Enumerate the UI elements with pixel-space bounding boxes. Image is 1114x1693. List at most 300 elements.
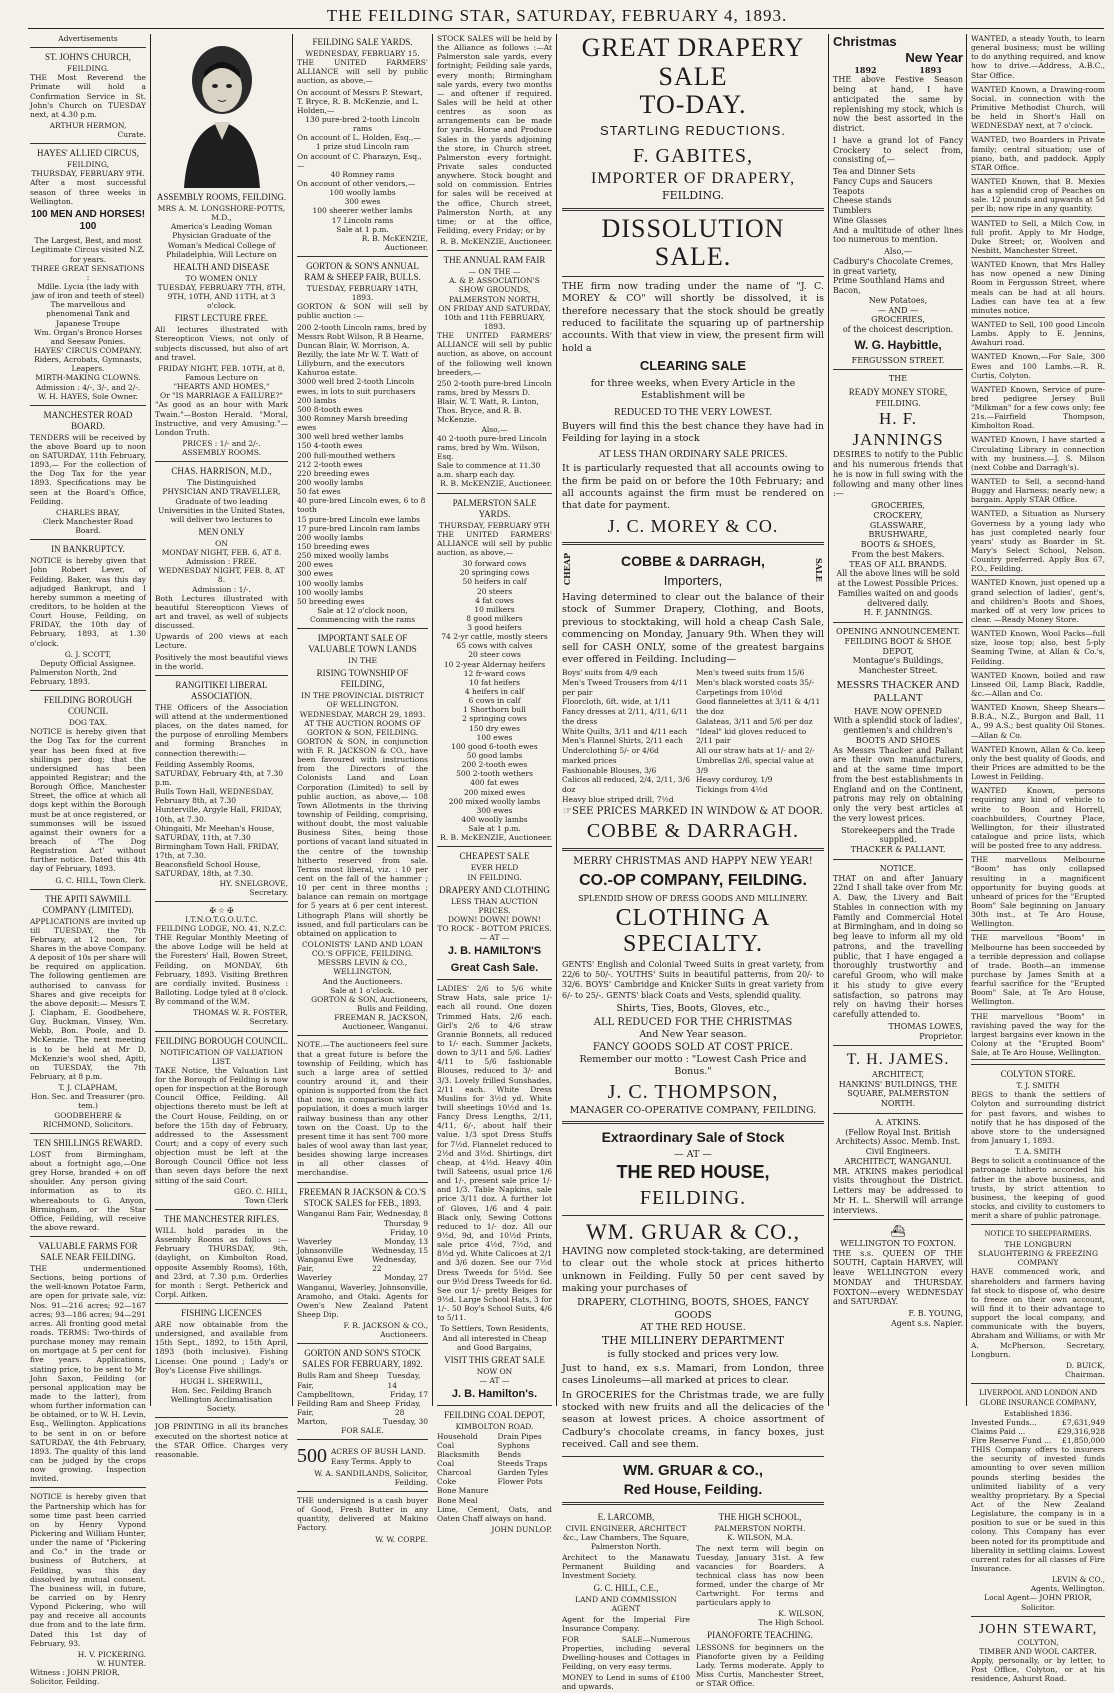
- ad-body: All lectures illustrated with Stereopticon Views, not only of subjects discussed, but also of art and travel.: [155, 325, 288, 362]
- wanted-ad: WANTED Known, Service of pure-bred pedigree Jersey Bull "Milkman" for a few cows only; fee 21s.—Fairfield Thompson, Kimbolton Road.: [971, 385, 1105, 434]
- xmas-years: [833, 66, 963, 76]
- list-item: Bone Meal: [437, 1495, 478, 1505]
- list-item: Men's black worsted coats 35/-: [696, 677, 815, 687]
- ad-name: MESSRS THACKER AND PALLANT: [836, 678, 960, 705]
- list-item: 20 steer cows: [468, 650, 521, 660]
- ad-title: THE MANCHESTER RIFLES.: [163, 1213, 280, 1224]
- list-item: 150 breeding ewes: [297, 541, 370, 551]
- list-item: 200 woolly lambs: [297, 477, 364, 487]
- ad-signature: THACKER & PALLANT.: [850, 845, 946, 855]
- ad-title: ASSEMBLY ROOMS, FEILDING.: [156, 192, 287, 202]
- table-row: [297, 1399, 428, 1417]
- list-item: 10 fat heifers: [469, 677, 520, 687]
- ad-body: Upwards of 200 views at each Lecture.: [155, 632, 288, 651]
- ad-role: Hon. Sec. and Treasurer (pro. tem.): [31, 1092, 145, 1111]
- ad-date: WEDNESDAY NIGHT, FEB. 8, AT 8.: [158, 566, 285, 585]
- ad-line: Also,—: [884, 247, 912, 257]
- wanted-ads: [971, 34, 1105, 1060]
- ad-role: Proprietor.: [919, 1031, 963, 1041]
- table-cell: Bulls Ram and Sheep Fair,: [297, 1371, 379, 1390]
- ad-signature: R. B. McKENZIE, Auctioneer.: [440, 479, 552, 489]
- year-label: 1892: [854, 64, 877, 75]
- ad-role: MANAGER CO-OPERATIVE COMPANY, FEILDING.: [569, 1104, 817, 1116]
- list-item: Galateas, 3/11 and 5/6 per doz: [696, 716, 813, 726]
- ad-signature: R. B. McKENZIE, Auctioneer.: [440, 237, 552, 247]
- ad-number: 500: [297, 1445, 327, 1468]
- ad-line: IN THE: [348, 656, 377, 666]
- xmas-banner: [833, 34, 963, 50]
- table-cell: Wednesday, 22: [372, 1255, 417, 1274]
- ad-line: Storekeepers and the Trade supplied.: [841, 825, 955, 845]
- list-item: 150 4-tooth ewes: [297, 441, 363, 451]
- bush-land-ad: [297, 1444, 428, 1468]
- list-item: Wine Glasses: [833, 215, 887, 225]
- ad-line: Riders, Acrobats, Gymnasts, Leapers.: [34, 355, 142, 374]
- ad-subtitle: THE LONGBURN SLAUGHTERING & FREEZING COMPANY: [978, 1240, 1098, 1268]
- list-item: 1 prize stud Lincoln ram: [315, 142, 410, 152]
- price-list-right: [696, 668, 824, 805]
- ad-signature: JOHN DUNLOP.: [491, 1524, 552, 1534]
- ad-prices: PRICES : 1/- and 2/-.: [182, 439, 261, 448]
- list-item: Garden Tyles: [497, 1468, 548, 1478]
- ad-title: CHAS. HARRISON, M.D.,: [171, 466, 272, 477]
- list-item: 50 fat ewes: [297, 487, 341, 497]
- ad-line: — AT —: [479, 933, 510, 943]
- list-item: 3 good heifers: [467, 623, 522, 633]
- ad-headline: "HEARTS AND HOMES,": [173, 382, 270, 392]
- list-item: 40 Romney rams: [330, 169, 395, 179]
- list-item: Floorcloth, 6ft. wide, at 1/11: [562, 697, 671, 707]
- ad-signature: THOMAS W. R. FOSTER,: [193, 1008, 288, 1018]
- ad-headline: TEAS OF ALL BRANDS.: [849, 559, 947, 569]
- ad-body: THE firm now trading under the name of "J. C. MOREY & CO" will shortly be dissolved, it is therefore necessary that the stock should be greatly reduced to facilitate the squaring up of partnership accounts. With that view in view, the present firm will hold a: [562, 280, 824, 354]
- list-item: 212 2-tooth ewes: [297, 459, 363, 469]
- table-row: [971, 1436, 1105, 1445]
- ad-place: Red House, Feilding.: [623, 1481, 763, 1497]
- ad-role: CIVIL ENGINEER, ARCHITECT &c., Law Chambers, The Square, Palmerston North.: [562, 1523, 690, 1551]
- ad-line: is fully stocked and prices very low.: [607, 1348, 779, 1360]
- ad-headline: COBBE & DARRAGH.: [586, 819, 800, 842]
- ad-line: IN THE PROVINCIAL DISTRICT OF WELLINGTON.: [301, 691, 424, 710]
- ad-line: MIRTH-MAKING CLOWNS.: [35, 373, 141, 383]
- ad-headline: THE RED HOUSE,: [616, 1162, 770, 1183]
- list-item: BOOTS & SHOES,: [860, 540, 936, 550]
- ad-witness: Witness : JOHN PRIOR, Solicitor, Feilding.: [30, 1668, 120, 1687]
- ad-title: THE APITI SAWMILL COMPANY (LIMITED).: [42, 893, 134, 915]
- list-item: Syphons: [497, 1440, 530, 1450]
- table-cell: Tuesday, 30: [383, 1417, 428, 1427]
- list-item: 400 fat ewes: [470, 778, 519, 788]
- ad-subtitle: FEILDING LODGE, NO. 41, N.Z.C.: [155, 924, 288, 934]
- section-label: Advertisements: [58, 34, 118, 43]
- ad-headline: COBBE & DARRAGH,: [621, 553, 765, 570]
- ad-name: WM. GRUAR & CO.,: [623, 1461, 763, 1479]
- ad-line: of the choicest description.: [842, 325, 954, 335]
- ad-line: TO ROCK - BOTTOM PRICES.: [437, 924, 552, 934]
- ad-headline: Christmas: [833, 34, 897, 49]
- ad-role: TIMBER AND WOOL CARTER.: [979, 1646, 1097, 1656]
- table-cell: Monday, 13: [384, 1236, 428, 1246]
- ad-name: J. C. THOMPSON,: [607, 1080, 779, 1103]
- table-row: [297, 1255, 428, 1273]
- wanted-ad: WANTED Known, persons requiring any kind of vehicle to write to Boon and Horrell, coachbuilders, Courtney Place, Wellington, for their illustrated catalogue and price lists, which will be posted free to any address.: [971, 786, 1105, 853]
- list-item: 300 Romney Marsh breeding ewes: [297, 413, 408, 433]
- ad-date: THURSDAY, FEBRUARY 9TH: [439, 520, 550, 530]
- ad-line: New Potatoes,: [868, 295, 928, 305]
- ad-title: G. C. HILL, C.E.,: [593, 1582, 659, 1593]
- table-row: [297, 1371, 428, 1389]
- ad-headline: TO-DAY.: [639, 90, 747, 120]
- masthead: THE FEILDING STAR, SATURDAY, FEBRUARY 4, 1893.: [326, 6, 788, 25]
- side-label: CHEAP: [562, 553, 572, 586]
- list-item: 1 Shorthorn bull: [463, 705, 526, 715]
- list-item: Bone Manure: [437, 1486, 489, 1496]
- ad-role: Chairman.: [1065, 1370, 1105, 1379]
- list-item: Fashionable Blouses, 3/6: [562, 765, 657, 775]
- cobbe-price-list: [562, 668, 824, 805]
- ad-role: Secretary.: [249, 887, 288, 897]
- table-cell: Waverley: [297, 1236, 332, 1246]
- ad-title: THE ANNUAL RAM FAIR: [443, 255, 546, 266]
- table-cell: £29,316,928: [1057, 1426, 1105, 1436]
- table-row: [971, 1418, 1105, 1427]
- ad-title: FEILDING SALE YARDS.: [312, 37, 413, 47]
- column-3: [297, 34, 428, 1544]
- list-item: BRUSHWARE,: [868, 530, 928, 540]
- ad-line: LAND AND COMMISSION AGENT: [575, 1594, 677, 1613]
- ad-line: Wm. Organ's Bronco Horses and Seesaw Ponies.: [33, 327, 143, 346]
- table-cell: Wednesday, 15: [371, 1246, 428, 1256]
- ad-signature: GORTON & SON, Auctioneers, Bulls and Feilding.: [311, 994, 428, 1013]
- ad-role: Hon. Sec. Feilding Branch Wellington Acclimatisation Society.: [170, 1386, 273, 1414]
- ad-body: THE UNITED FARMERS' ALLIANCE will sell by public auction, as above,—: [297, 58, 428, 86]
- ad-headline: J. B. Hamilton's.: [451, 1388, 538, 1401]
- ad-subtitle: NOTIFICATION OF VALUATION LIST.: [159, 1047, 284, 1066]
- table-row: [297, 1246, 428, 1255]
- list-item: 220 breeding ewes: [297, 468, 370, 478]
- ad-role: Deputy Official Assignee.: [40, 658, 136, 668]
- ad-name: T. A. SMITH: [1014, 1147, 1062, 1157]
- ad-signature: H. F. JANNINGS.: [863, 608, 933, 618]
- ad-title: NOTICE.: [879, 863, 917, 873]
- list-item: Umbrellas 2/6, special value at 3/9: [696, 755, 814, 775]
- table-cell: Feilding Ram and Sheep Fair,: [297, 1398, 391, 1417]
- ad-date: TUESDAY, FEBRUARY 7TH, 8TH, 9TH, 10TH, AND 11TH, at 3 o'clock.: [157, 282, 286, 311]
- list-item: Blacksmith Coal: [437, 1449, 480, 1468]
- list-item: GLASSWARE,: [869, 520, 927, 530]
- ad-line: FRIDAY NIGHT, FEB. 10TH, at 8, Famous Lecture on: [158, 363, 285, 383]
- list-item: 10 milkers: [474, 604, 515, 614]
- ad-headline: THE MILLINERY DEPARTMENT: [601, 1334, 785, 1348]
- ad-line: TO WOMEN ONLY: [185, 273, 258, 283]
- ad-title: RANGITIKEI LIBERAL ASSOCIATION.: [175, 679, 268, 701]
- table-cell: Campbelltown,: [297, 1389, 355, 1399]
- ad-line: DOWN! DOWN! DOWN!: [447, 914, 542, 924]
- wanted-ad: WANTED to Sell, a Milch Cow, in full profit. Apply to Mr Hodge, Duke Street; or, Woolven and Nesbitt, Manchester Street.: [971, 219, 1105, 259]
- ad-place: PALMERSTON NORTH.: [714, 1523, 806, 1533]
- ad-prices: Admission : 1/-.: [192, 584, 251, 594]
- ad-body: THE UNITED FARMERS' ALLIANCE will sell by public auction, as above,—: [437, 529, 552, 557]
- ad-name: J. C. MOREY & CO.: [607, 515, 779, 536]
- ad-body: GENTS' English and Colonial Tweed Suits in great variety, from 22/6 to 50/-. YOUTHS' Suits in beautiful patterns, from 20/- to 32/6. BOYS' Cambridge and Knicker Suits in great variety from 6/- to 25/-. GENTS' black Coats and Vests, splendid quality.: [562, 959, 824, 1000]
- list-item: On account of C. Pharazyn, Esq.,—: [297, 151, 422, 170]
- masthead-rule: [28, 28, 1104, 29]
- table-cell: Friday, 10: [389, 1227, 428, 1237]
- ad-body: THE Regular Monthly Meeting of the above Lodge will be held at the Foresters' Hall, Bowen Street, Feilding, on MONDAY, 6th February, 1893. Visiting Brethren are cordially invited. Business : Balloting. Lodge tyled at 8 o'clock. By command of the W.M.: [155, 933, 288, 1007]
- list-item: 10 2-year Aldernay heifers: [443, 659, 546, 669]
- ad-body: TENDERS will be received by the above Board up to noon on SATURDAY, 11th February, 1893,— For the collection of the Dog Tax for the year 1893. Specifications may be seen at the Board's Office, Feilding.: [30, 432, 146, 506]
- ad-line: Shirts, Ties, Boots, Gloves, etc.,: [616, 1003, 770, 1015]
- table-row: [297, 1237, 428, 1246]
- list-item: 100 ewes: [476, 732, 513, 742]
- ad-body: LOST from Birmingham, about a fortnight ago,—One grey Horse, branded + on off shoulder. Any person giving information as to its whereabouts to G. Anyon, Birmingham, or the Star Office, Feilding, will receive the above reward.: [30, 1149, 146, 1232]
- list-item: Men's Flannel Shirts, 2/11 each: [562, 736, 683, 746]
- wanted-ad: WANTED Known, Allan & Co. keep only the best quality of Goods, and their Prices are admitted to be the Lowest in Feilding.: [971, 745, 1105, 785]
- wanted-ad: WANTED Known, just opened up a grand selection of ladies', gent's, and children's Boots and Shoes, marked off at very low prices to clear. —Ready Money Store.: [971, 578, 1105, 627]
- ad-line: Prime Southland Hams and Bacon,: [833, 276, 945, 296]
- list-item: 4 heifers in calf: [464, 687, 525, 697]
- ad-signature: HY. SNELGROVE,: [219, 878, 288, 888]
- ad-signature: W. HUNTER.: [96, 1658, 146, 1668]
- wanted-ad: WANTED to Sell, a second-hand Buggy and Harness; nearly new; a bargain. Apply STAR Office.: [971, 477, 1105, 507]
- ad-line: Ohingaiti, Mr Meehan's House, SATURDAY, 11th, at 7.30: [155, 823, 275, 842]
- ad-name: K. WILSON, M.A.: [726, 1532, 794, 1542]
- ad-line: Families waited on and goods delivered daily.: [837, 588, 959, 608]
- wanted-ad: WANTED Known, I have started a Circulating Library in connection with my business.—J. S. Milson (next Cobbe and Darragh's).: [971, 435, 1105, 475]
- ad-title: ST. JOHN'S CHURCH,: [45, 52, 131, 63]
- insurance-figures: [971, 1418, 1105, 1445]
- list-item: Men's Tweed Trousers from 4/11 per pair: [562, 677, 688, 697]
- list-item: Charcoal: [437, 1468, 472, 1478]
- ad-line: ON: [215, 538, 228, 548]
- list-item: Sale at 1 p.m.: [336, 224, 389, 234]
- ad-line: Beaconsfield School House, SATURDAY, 18th, at 7.30.: [155, 860, 261, 879]
- side-label: SALE: [814, 557, 824, 582]
- column-7: [971, 34, 1105, 1684]
- price-list-left: [562, 668, 690, 805]
- list-item: On account of L. Holden, Esq.,—: [297, 133, 421, 143]
- ad-body: APPLICATIONS are invited up till TUESDAY, the 7th February, at 12 noon, for Shares in the above Company. A deposit of 10s per share will be required on application. The following gentlemen are authorised to canvass for Shares and give receipts for the above deposit:— Messrs T. J. Clapham, E. Goodbehere, Guy, Buckman, Vinsey, Wm. Webb, Bon. Poole, and D. McKenzie. The next meeting is to be held at Mr D. McKenzie's wool shed, Apiti, on TUESDAY, the 7th February, at 8 p.m.: [30, 916, 146, 1082]
- ad-headline: CLOTHING A SPECIALTY.: [615, 904, 771, 958]
- list-item: On account of Messrs P. Stewart, T. Bryce, R. B. McKenzie, and L. Holden,—: [297, 87, 423, 115]
- sale-dates-table: [297, 1371, 428, 1426]
- ad-line: Mdlle. Lycia (the lady with jaw of iron and teeth of steel): [31, 281, 145, 301]
- list-item: White Quilts, 3/11 and 4/11 each: [562, 726, 688, 736]
- ad-name: T. H. JAMES.: [846, 1051, 950, 1069]
- list-item: Teapots: [833, 186, 865, 196]
- ad-title: I.T.N.O.T.G.O.U.T.C.: [185, 914, 258, 924]
- list-item: 200 woolly lambs: [297, 532, 364, 542]
- list-item: 200 2-tooth Lincoln rams, bred by Messrs Robt Wilson, R B Hearne, Duncan Blair, W. Morrison, A. Bezilly, the late Mr W. T. Watt of Lillyburn, and the executors Kahuroa estate.: [297, 322, 427, 378]
- column-1: [30, 34, 147, 1687]
- ad-signature: W. A. SANDILANDS, Solicitor, Feilding.: [314, 1468, 428, 1487]
- ad-signature: LEVIN & CO.,: [1051, 1575, 1105, 1585]
- ad-prices: Admission : FREE.: [186, 557, 257, 567]
- wanted-ad: WANTED Known, Wool Packs—full size, loose top; also, best 5-ply Seaming Twine, at Allan & Co.'s, Feilding.: [971, 629, 1105, 669]
- table-row: [297, 1390, 428, 1399]
- list-item: All our straw hats at 1/- and 2/-: [696, 746, 815, 756]
- ad-body: NOTICE is hereby given that the Partnership which has for some time past been carried on by Henry Vypond Pickering and William Hunter, under the name of "Pickering and Co." in the trade or business of Butchers, at Feilding, was this day dissolved by mutual consent. The business will, in future, be carried on by Henry Vypond Pickering, who will pay and receive all accounts due from and to the late firm. Dated this 1st day of February, 93.: [30, 1492, 146, 1648]
- ad-body: Begs to solicit a continuance of the patronage hitherto accorded his father in the above business, and trusts, by strict attention to business, the keeping of good stocks, and civility to customers to merit a share of public patronage.: [971, 1156, 1105, 1221]
- list-item: 200 lambs: [297, 395, 337, 405]
- table-cell: Friday, 28: [394, 1398, 421, 1417]
- wanted-ad: WANTED, a steady Youth, to learn general business; must be willing to do anything required, and know how to drive.—Address, A.B.C., Star Office.: [971, 34, 1105, 83]
- ad-headline: AT LESS THAN ORDINARY SALE PRICES.: [598, 449, 788, 461]
- list-item: Fancy dresses at 2/11, 4/11, 6/11 the dress: [562, 707, 688, 726]
- list-item: 20 springing cows: [459, 568, 530, 578]
- ad-headline: RISING TOWNSHIP OF FEILDING,: [316, 668, 409, 690]
- ad-line: (Fellow Royal Inst. British Architects) Assoc. Memb. Inst. Civil Engineers.: [835, 1127, 961, 1157]
- ad-title: GORTON AND SON'S STOCK SALES FOR FEBRUARY, 1892.: [302, 1348, 423, 1370]
- ad-role: Town Clerk: [244, 1195, 288, 1205]
- wanted-ad: WANTED Known, boiled and raw Linseed Oil, Lamp Black, Raddle, &c.—Allan and Co.: [971, 671, 1105, 701]
- ad-headline: CO.-OP COMPANY, FEILDING.: [579, 871, 807, 889]
- ad-line: NOW ON: [476, 1366, 513, 1376]
- coal-list-left: [437, 1432, 492, 1505]
- ad-headline: MEN ONLY: [198, 526, 245, 537]
- ad-title: READY MONEY STORE,: [848, 387, 948, 398]
- list-item: 4 fat cows: [475, 595, 514, 605]
- ad-body: THE UNITED FARMERS' ALLIANCE will sell by public auction, as above, on account of the following well known breeders,—: [437, 331, 552, 377]
- ad-title: TEN SHILLINGS REWARD.: [33, 1137, 143, 1148]
- list-item: CROCKERY,: [873, 510, 923, 520]
- ad-headline: Great Cash Sale.: [450, 961, 539, 974]
- list-item: Drain Pipes: [497, 1431, 542, 1441]
- ad-signature: THOMAS LOWES,: [888, 1021, 963, 1031]
- ad-line: To Settlers, Town Residents, And all interested in Cheap and Good Bargains,: [440, 1324, 549, 1352]
- table-cell: Thursday, 9: [383, 1218, 428, 1228]
- coal-items: [437, 1432, 552, 1505]
- ad-body: ACRES OF BUSH LAND. Easy Terms. Apply to: [331, 1447, 426, 1466]
- ad-line: Manchester Street.: [858, 666, 938, 676]
- ad-line: — ON THE —: [468, 267, 521, 277]
- list-item: 6 cows in calf: [468, 696, 521, 706]
- list-item: Tumblers: [833, 206, 872, 216]
- ad-body: THE undermentioned Sections, being portions of the well-known Potatoe Farm, are open for private sale, viz: Nos. 91—216 acres; 92—167 acres; 93—186 acres; 94—291 acres. All fronting good metal roads. TERMS: Two-thirds of purchase money may remain on mortgage at 5 per cent for five years. Applications, stating price, to be sent to Mr John Saxon, Feilding (or personal application may be made to the latter), from whom further information can be obtained, or to W. H. Levin, Esq., Wellington. Applications to be sent in on or before SATURDAY, the 4th February, 1893. The quality of this land can be judged by the crops now growing. Inspection invited.: [30, 1264, 147, 1484]
- table-row: [297, 1228, 428, 1237]
- column-rule: [432, 34, 433, 1406]
- ad-title: THE HIGH SCHOOL,: [718, 1512, 802, 1523]
- ad-date: MONDAY NIGHT, FEB. 6, AT 8.: [161, 548, 282, 558]
- ad-place: COLYTON,: [1017, 1637, 1059, 1647]
- ad-body: As Messrs Thacker and Pallant are their own manufacturers, and at the same time import from the best establishments in England and on the Continent, patrons may rely on obtaining only the very best articles at the very lowest prices.: [833, 745, 963, 823]
- wanted-ad: WANTED Known, that B. Mexies has a splendid crop of Peaches on sale. 12 pounds and upwards at 5d per lb; now ripe in any quantity.: [971, 177, 1105, 217]
- list-item: 300 ewes: [476, 805, 513, 815]
- column-5: [562, 33, 824, 1691]
- table-row: [297, 1417, 428, 1426]
- ad-date: WEDNESDAY, MARCH 29, 1893.: [299, 709, 426, 719]
- ad-line: MESSRS LEVIN & CO., WELLINGTON,: [317, 958, 408, 977]
- ad-headline: BOOTS AND SHOES: [855, 735, 941, 745]
- ad-body: Positively the most beautiful views in the world.: [155, 652, 288, 671]
- table-cell: Wednesday, 8: [376, 1209, 428, 1219]
- list-item: Heavy corduroy, 1/9: [696, 775, 773, 785]
- ad-title: WELLINGTON TO FOXTON.: [840, 1238, 956, 1248]
- ad-role: The High School.: [758, 1617, 824, 1627]
- ad-title: OPENING ANNOUNCEMENT.: [836, 627, 960, 637]
- ad-body: DESIRES to notify to the Public and his numerous friends that he is now in full swing with the following and many other lines :—: [833, 450, 963, 499]
- ad-headline: FIRST LECTURE FREE.: [174, 313, 269, 324]
- ad-role: Curate.: [117, 130, 146, 140]
- list-item: From the best Makers.: [851, 549, 945, 559]
- table-row: [971, 1427, 1105, 1436]
- wanted-ad: WANTED Known, Sheep Shears—B.B.A., N.Z., Burgon and Ball, 11 A., 99 A.S.; best quality Oil Stones.—Allan & Co.: [971, 703, 1105, 743]
- ad-line: HAVE NOW OPENED: [854, 706, 942, 716]
- table-cell: Monday, 27: [384, 1273, 428, 1283]
- column-rule: [150, 34, 151, 1406]
- ad-body: Agent for the Imperial Fire Insurance Company.: [562, 1614, 690, 1633]
- list-item: Also,—: [481, 424, 508, 434]
- ad-line: Remember our motto : "Lowest Cash Price and Bonus.": [579, 1053, 807, 1078]
- ad-date: ON FRIDAY AND SATURDAY, 10th and 11th FEBRUARY, 1893.: [438, 303, 551, 332]
- ad-place: FEILDING.: [662, 189, 724, 203]
- list-item: 200 mixed woolly lambs: [448, 796, 541, 806]
- ad-body: In GROCERIES for the Christmas trade, we are fully stocked with new fruits and all the delicacies of the season at lowest prices. A choice assortment of Cadbury's chocolate creams, in fancy boxes, just received. Call and see them.: [562, 1389, 824, 1451]
- ad-title: NOTICE TO SHEEPFARMERS.: [984, 1229, 1092, 1239]
- ad-line: Sale at 12 o'clock noon, Commencing with the rams: [309, 605, 416, 625]
- ad-body: ARE now obtainable from the undersigned, and available from 15th Sept., 1892, to 15th April, 1893 (both inclusive). Fishing License: One pound ; Lady's or Boy's License Five shillings.: [155, 1320, 288, 1375]
- ad-line: MERRY CHRISTMAS AND HAPPY NEW YEAR!: [573, 855, 813, 867]
- ad-body: GORTON & SON, in conjunction with F. R. JACKSON & CO., have been favoured with instructions from the Directors of the Colonists Land and Loan Corporation (Limited) to sell by public auction, as above,— 108 Town Allotments in the thriving township of Feilding, comprising, without doubt, the most valuable Business Sites, being those portions of vacant land situated in the centre of the township hitherto reserved from sale. Terms most liberal, viz. : 10 per cent on the fall of the hammer ; 10 per cent in three months ; balance can remain on mortgage for 5 years at 6 per cent interest. Lithograph Plans will shortly be issued, and full particulars can be obtained on application to: [297, 736, 428, 938]
- ad-headline: New Year: [905, 49, 963, 65]
- ad-title: GORTON & SON'S ANNUAL RAM & SHEEP FAIR, BULLS.: [304, 261, 421, 283]
- ad-body: "As good as an hour with Mark Twain."—Boston Herald. "Moral, Instructive, and very Amusing."—London Truth.: [155, 400, 288, 437]
- ad-signature: CHARLES BRAY,: [56, 507, 120, 517]
- list-item: Men's tweed suits from 15/6: [696, 668, 805, 678]
- ad-body: LADIES' 2/6 to 5/6 white Straw Hats, sale price 1/- each all round. One dozen Trimmed Hats, 2/6 each. Girl's 2/6 to 4/6 straw Grannie Bonnets, all reduced to 1/- each. Summer Jackets, down to 3/11 and 5/6. Ladies' 4/11 to 5/6 fashionable Blouses, reduced to 3/- and 3/3. Lovely frilled Sunshades, 2/11 each. White Dress Muslins for 3½d yd. White twill sheetings 10½d and 1s. Fancy Dress Lengths, 2/11, 4/11, 6/-, about half their value. 1/3 spot Dress Stuffs for 7½d. Flannelet reduced to 2½d and 3½d. Shirtings, dirt cheap, at 4½d. Heavy 40in twill Sateens, usual price 1/6 and 1/-, present sale price 1/- and 1/3. Table Napkins, sale price 3/11 doz. A further lot of Gloves, 1/6 and 4 pair. Black only, Sewing Cottons reduced to 1/- doz. All our 9½d, 9d, and 10½d Prints, sale price 4½d, 7½d, and 8½d yd. White Calicoes at 2/1 and 3/6 dozen. See our 7½d Dress Tweeds for 5½d. See our 9½d Dress Tweeds for 6d. See our 1/- pretty Beiges for 9½d. Large School Hats, 3 for 1/-. 50 Boy's School Suits, 4/6 to 5/11.: [437, 984, 552, 1323]
- list-item: 250 mixed woolly lambs: [297, 551, 389, 561]
- ad-body: THIS Company offers to insurers the security of invested funds amounting to over seven million pounds sterling besides the unlimited liability of a very wealthy proprietary. By a Special Act of the New Zealand Legislature, the company is in a position to sue or be sued in this colony. This Company has ever been noted for its promptitude and liberality in settling claims. Lowest current rates for all classes of Fire Insurance.: [971, 1445, 1105, 1574]
- ad-place: FEILDING.: [639, 1186, 747, 1209]
- ad-body: Apply, personally, or by letter, to Post Office, Colyton, or at his residence, Ashurst Road.: [971, 1656, 1105, 1684]
- ad-line: EVER HELD: [470, 863, 519, 873]
- list-item: 2 springing cows: [462, 714, 527, 724]
- ad-line: SPLENDID SHOW OF DRESS GOODS AND MILLINERY.: [578, 894, 808, 904]
- boom-ad: THE marvellous "Boom" in ravishing paved the way for the largest bargains ever known in the Colony at the "Erupted Boom" Sale, at Te Aro House, Wellington.: [971, 1012, 1105, 1061]
- ad-body: THE Officers of the Association will attend at the undermentioned places, on the dates named, for the purpose of enrolling Members and forming Branches in connection therewith:—: [155, 702, 288, 758]
- ad-title: FISHING LICENCES: [181, 1308, 262, 1319]
- ad-line: Local Agent— JOHN PRIOR, Solicitor.: [984, 1593, 1092, 1612]
- list-item: 50 good lambs: [466, 751, 523, 761]
- ad-title: CHEAPEST SALE: [459, 851, 530, 862]
- list-item: 150 dry ewes: [469, 723, 520, 733]
- ad-body: HAVE commenced work, and shareholders and farmers having fat stock to dispose of, who desire to freeze on their own account, will find it to their advantage to support the local company, and communicate with the buyers, Abraham and Williams, or with Mr A. McPherson, Secretary, Longburn.: [971, 1267, 1105, 1359]
- ad-line: The marvellous and phenomenal Tank and Japanese Troupe: [46, 300, 130, 328]
- table-row: [297, 1273, 428, 1282]
- ad-role: Secretary.: [249, 1017, 288, 1027]
- ad-body: Just to hand, ex s.s. Mamari, from London, three cases Linoleums—all marked at prices to clear.: [562, 1363, 824, 1387]
- ad-line: COLONISTS' LAND AND LOAN CO.'S OFFICE, FEILDING.: [301, 940, 424, 959]
- year-label: 1893: [919, 64, 942, 75]
- column-6: [833, 34, 963, 1406]
- ad-headline: ALL REDUCED FOR THE CHRISTMAS: [593, 1016, 793, 1028]
- ad-signature: W. W. CORPE.: [375, 1534, 428, 1544]
- high-school-ad: [696, 1509, 824, 1693]
- ad-body: FOR SALE—Numerous Properties, including several Dwelling-houses and Cottages in Feilding, on very easy terms.: [562, 1634, 690, 1671]
- ad-title: VALUABLE FARMS FOR SALE NEAR FEILDING.: [38, 1241, 138, 1263]
- ad-headline: 100 MEN AND HORSES! 100: [30, 208, 146, 233]
- table-cell: Claims Paid ...: [971, 1426, 1026, 1436]
- ad-headline: DRAPERY AND CLOTHING: [439, 884, 550, 895]
- ad-date: TUESDAY, FEBRUARY 14TH, 1893.: [306, 284, 419, 303]
- ad-signature: F. R. JACKSON & CO., Auctioneers.: [343, 1321, 428, 1340]
- list-item: Household Coal: [437, 1431, 478, 1450]
- ad-line: GROCERIES,: [871, 315, 925, 325]
- pointing-hand-icon: ☞: [563, 805, 572, 817]
- ad-role: Clerk Manchester Road Board.: [42, 517, 134, 536]
- ad-subtitle: DOG TAX.: [68, 718, 108, 728]
- list-item: 65 cows with calves: [456, 641, 533, 651]
